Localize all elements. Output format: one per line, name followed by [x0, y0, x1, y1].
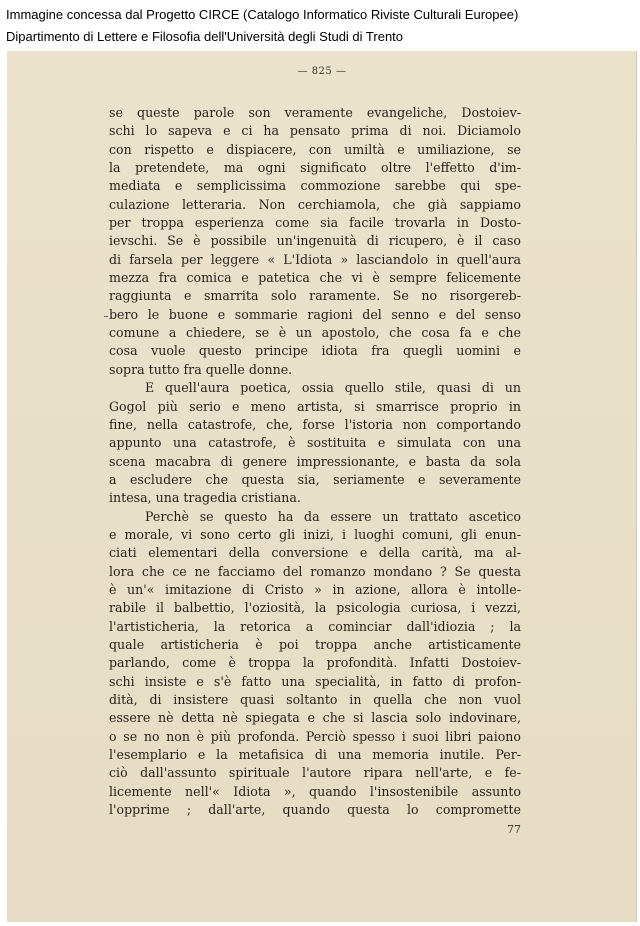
text-line: l'opprime ; dall'arte, quando questa lo compromette	[109, 802, 521, 818]
text-line: per troppa esperienza come sia facile trovarla in Dosto-	[109, 215, 521, 231]
text-line: se queste parole son veramente evangeliche, Dostoiev-	[109, 105, 521, 120]
text-line: sopra tutto fra quelle donne.	[109, 361, 293, 377]
text-line: essere nè detta nè spiegata e che si lascia solo indovinare,	[109, 710, 521, 726]
text-line: intesa, una tragedia cristiana.	[109, 490, 301, 506]
text-line: rabile il balbettio, l'oziosità, la psicologia curiosa, i vezzi,	[109, 600, 521, 616]
text-line: Perchè se questo ha da essere un trattato ascetico	[145, 508, 521, 524]
text-line: ciati elementari della conversione e della carità, ma al-	[109, 545, 521, 561]
text-line: schi lo sapeva e ci ha pensato prima di noi. Diciamolo	[109, 123, 521, 139]
text-line: parlando, come è troppa la profondità. Infatti Dostoiev-	[109, 655, 521, 671]
text-line: quale artisticheria è poi troppa anche artisticamente	[109, 636, 521, 652]
text-line: appunto una catastrofe, è sostituita e simulata con una	[109, 435, 521, 451]
credit-line-1: Immagine concessa dal Progetto CIRCE (Catalogo Informatico Riviste Culturali Europee)	[6, 7, 519, 22]
text-line: l'esemplario e la metafisica di una memoria inutile. Per-	[109, 747, 521, 763]
text-line: comune a chiedere, se è un apostolo, che cosa fa e che	[109, 325, 521, 341]
body-text	[109, 104, 521, 819]
text-line: e morale, vi sono certo gli inizi, i luoghi comuni, gli enun-	[109, 526, 521, 542]
text-line: mediata e semplicissima commozione sarebbe qui spe-	[109, 178, 521, 194]
page-footer-number: 77	[507, 823, 521, 836]
text-line: lora che ce ne facciamo del romanzo mondano ? Se questa	[109, 563, 521, 579]
text-line: mezza fra comica e patetica che vi è sempre felicemente	[109, 270, 521, 286]
text-line: l'artisticheria, la retorica a cominciar dall'idiozia ; la	[109, 618, 521, 634]
text-line: licemente nell'« Idiota », quando l'insostenibile assunto	[109, 783, 521, 799]
text-line: la pretendete, ma ogni significato oltre l'effetto d'im-	[109, 160, 521, 176]
text-line: ievschi. Se è possibile un'ingenuità di ricupero, è il caso	[109, 233, 521, 249]
image-credit	[6, 4, 634, 48]
text-line: cosa vuole questo principe idiota fra quegli uomini e	[109, 343, 521, 359]
text-line: scena macabra di genere impressionante, e basta da sola	[109, 453, 521, 469]
text-line: schi insiste e s'è fatto una specialità, in fatto di profon-	[109, 673, 521, 689]
text-line: a escludere che questa sia, seriamente e severamente	[109, 471, 521, 487]
text-line: bero le buone e sommarie ragioni del senno e del senso	[109, 306, 521, 322]
text-line: Gogol più serio e meno artista, si smarrisce proprio in	[109, 398, 521, 414]
text-line: E quell'aura poetica, ossia quello stile, quasi di un	[145, 380, 521, 396]
text-line: di farsela per leggere « L'Idiota » lasciandolo in quell'aura	[109, 251, 521, 267]
margin-mark	[104, 316, 108, 317]
credit-line-2: Dipartimento di Lettere e Filosofia dell'Università degli Studi di Trento	[6, 29, 404, 44]
text-line: fine, nella catastrofe, che, forse l'istoria non comportando	[109, 416, 521, 432]
scanned-page	[7, 51, 637, 922]
text-line: dità, di insistere quasi soltanto in quella che non vuol	[109, 692, 521, 707]
text-line: o se no non è più profonda. Perciò spesso i suoi libri paiono	[109, 728, 521, 744]
text-line: raggiunta e smarrita solo raramente. Se no risorgereb-	[109, 288, 521, 304]
text-line: con rispetto e dispiacere, con umiltà e umiliazione, se	[109, 141, 521, 157]
page-header-number: — 825 —	[297, 66, 347, 77]
text-line: culazione letteraria. Non cerchiamola, che già sappiamo	[109, 196, 521, 212]
text-line: è un'« imitazione di Cristo » in azione, allora è intolle-	[109, 581, 521, 597]
text-line: ciò dall'assunto spirituale l'autore ripara nell'arte, e fe-	[109, 765, 521, 781]
